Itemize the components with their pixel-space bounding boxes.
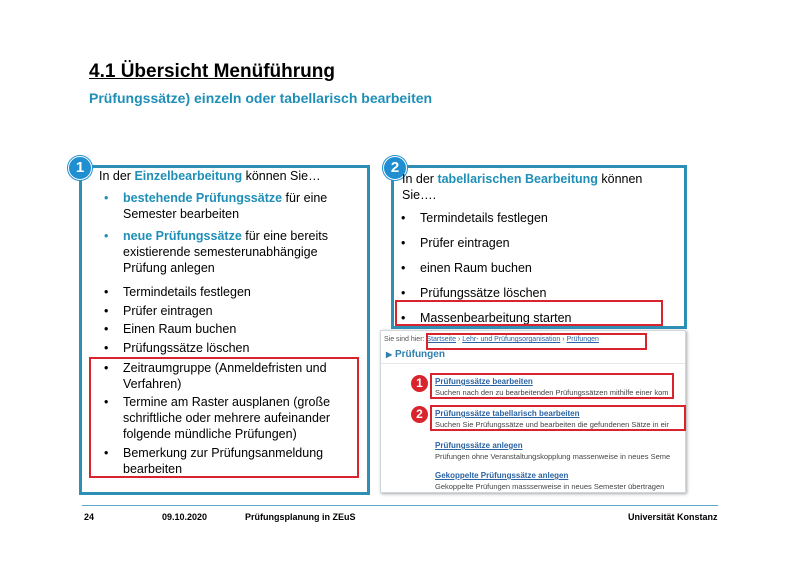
footer-date: 09.10.2020 <box>162 512 208 522</box>
list-item: • Einen Raum buchen <box>100 321 358 337</box>
breadcrumb-link[interactable]: Prüfungen <box>566 336 599 343</box>
table-edit-intro <box>402 171 672 203</box>
highlight-frame-left <box>89 357 359 478</box>
menu-entry-title[interactable]: Prüfungssätze anlegen <box>435 441 523 450</box>
list-item: • Prüfungssätze löschen <box>100 340 358 356</box>
menu-entry-title[interactable]: Prüfungssätze tabellarisch bearbeiten <box>435 409 580 418</box>
menu-entry-desc: Gekoppelte Prüfungen masssenweise in neues Semester übertragen <box>435 482 665 491</box>
list-item: • Prüfer eintragen <box>100 303 358 319</box>
badge-2: 2 <box>383 156 407 180</box>
highlight-frame-breadcrumb <box>426 333 647 350</box>
list-item: • Termindetails festlegen <box>100 284 358 300</box>
menu-entry-title[interactable]: Prüfungssätze bearbeiten <box>435 377 533 386</box>
single-edit-intro <box>99 168 364 184</box>
menu-entry-title[interactable]: Gekoppelte Prüfungssätze anlegen <box>435 471 569 480</box>
menu-entry-desc: Suchen Sie Prüfungssätze und bearbeiten die gefundenen Sätze in eir <box>435 420 669 429</box>
intro-prefix: In der <box>99 169 135 183</box>
caret-right-icon: ▶ <box>386 350 393 359</box>
footer-topic: Prüfungsplanung in ZEuS <box>245 512 356 522</box>
menu-entry-desc: Suchen nach den zu bearbeitenden Prüfungssätzen mithilfe einer kom <box>435 388 669 397</box>
intro-prefix: In der <box>402 172 438 186</box>
highlight-frame-entry-2 <box>430 405 686 431</box>
badge-1: 1 <box>68 156 92 180</box>
intro-suffix: können Sie… <box>242 169 321 183</box>
menu-entry[interactable] <box>435 441 670 461</box>
intro-highlight: Einzelbearbeitung <box>134 169 243 183</box>
list-item: • Bemerkung zur Prüfungsanmeldung bearbeiten <box>100 445 358 477</box>
page-subtitle: Prüfungssätze) einzeln oder tabellarisch bearbeiten <box>89 90 433 106</box>
list-item: • Zeitraumgruppe (Anmeldefristen und Verfahren) <box>100 360 358 392</box>
section-title: ▶ Prüfungen <box>386 349 445 360</box>
divider <box>381 363 685 364</box>
menu-entry[interactable] <box>435 471 664 491</box>
highlight-frame-right <box>395 300 663 326</box>
breadcrumb-link[interactable]: Lehr- und Prüfungsorganisation <box>462 336 561 343</box>
list-item: • einen Raum buchen <box>397 260 667 276</box>
intro-suffix: können Sie…. <box>402 172 643 202</box>
highlight-frame-entry-1 <box>430 373 674 399</box>
intro-highlight: tabellarischen Bearbeitung <box>437 172 598 186</box>
list-item: • Termine am Raster ausplanen (große schriftliche oder mehrere aufeinander folgende mündliche Prüfungen) <box>100 394 358 442</box>
list-item: • Prüfer eintragen <box>397 235 667 251</box>
list-item: • Massenbearbeitung starten <box>397 310 667 326</box>
marker-1: 1 <box>411 375 428 392</box>
chevron-right-icon: › <box>562 336 565 343</box>
list-item: • Prüfungssätze löschen <box>397 285 667 301</box>
footer-organization: Universität Konstanz <box>628 512 718 522</box>
breadcrumb-link[interactable]: Startseite <box>426 336 456 343</box>
footer-page-number: 24 <box>84 512 95 522</box>
list-item: • Termindetails festlegen <box>397 210 667 226</box>
marker-2: 2 <box>411 406 428 423</box>
list-item: • neue Prüfungssätze für eine bereits existierende semesterunabhängige Prüfung anlegen <box>100 228 358 276</box>
footer-divider <box>82 505 718 506</box>
breadcrumb: Sie sind hier: Startseite › Lehr- und Prüfungsorganisation › Prüfungen <box>384 336 599 343</box>
page-title: 4.1 Übersicht Menüführung <box>89 61 335 82</box>
single-edit-blue-list <box>100 190 358 276</box>
menu-entry-desc: Prüfungen ohne Veranstaltungskopplung massenweise in neues Seme <box>435 452 671 461</box>
chevron-right-icon: › <box>457 336 461 343</box>
list-item: • bestehende Prüfungssätze für eine Semester bearbeiten <box>100 190 358 222</box>
